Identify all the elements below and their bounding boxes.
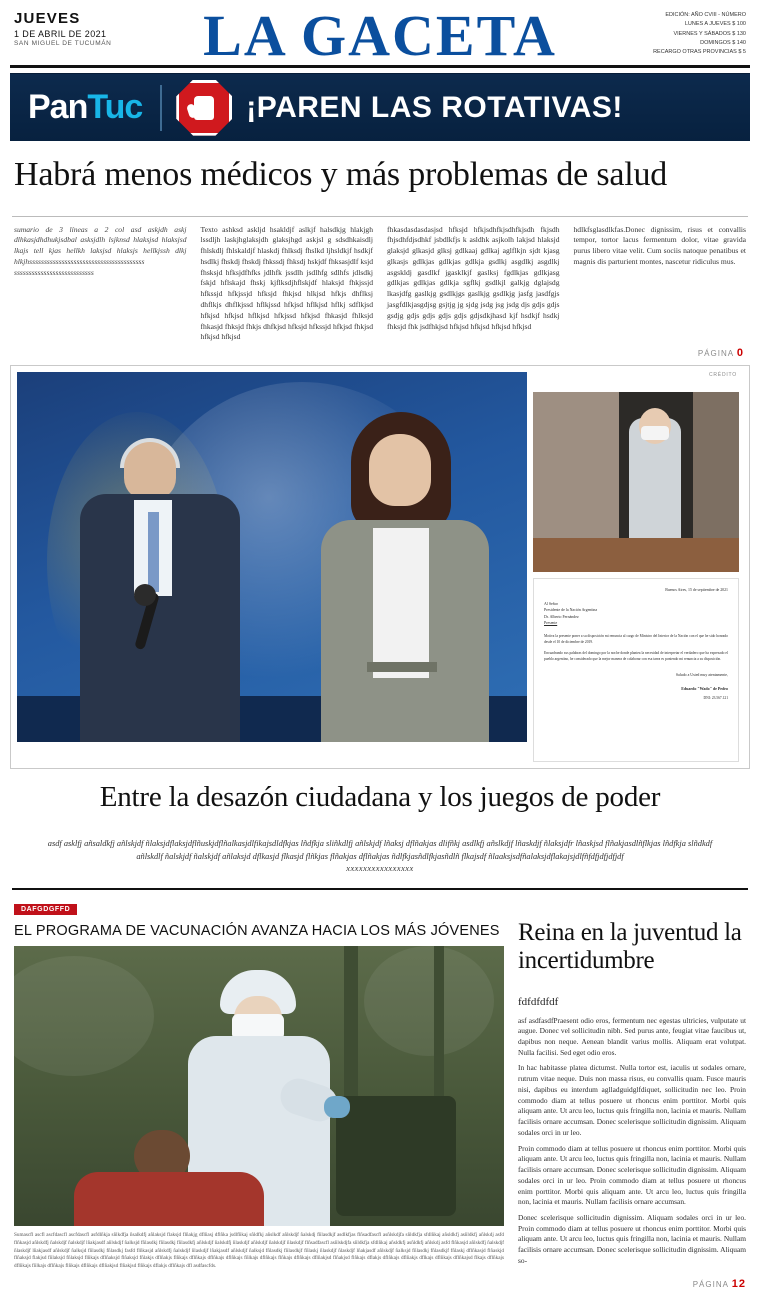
letter-signature: Eduardo "Wado" de Pedro: [681, 686, 728, 692]
letter-present-line: Presente: [544, 620, 558, 625]
page-number: 0: [736, 347, 744, 360]
youth-page-reference: [518, 1272, 746, 1290]
photo-credit: [533, 372, 739, 386]
lead-page-reference: [10, 343, 750, 359]
photo-patient-figure: [74, 1130, 264, 1226]
resignation-letter-image: [533, 578, 739, 762]
youth-subhead: fdfdfdfdf: [518, 995, 559, 1008]
feature-headline: Entre la desazón ciudadana y los juegos de poder: [99, 781, 661, 814]
pantuc-logo: [28, 88, 142, 127]
letter-paragraph: Motiva la presente poner a su disposición mi renuncia al cargo de Ministro del Interior de la Nación con el que he sido honrado desde el 10 de diciembre de 2019.: [544, 634, 728, 644]
body-paragraph: In hac habitasse platea dictumst. Nulla tortor est, iaculis ut sodales ornare, rutrum vitae neque. Duis non massa risus, eu convallis quam. Fusce mauris nisi, dapibus eu interdum aglladguidglfdiquet, sollicitudin nec leo. Proin commodo diam at tellus posuere ut rhoncus enim porttitor. Morbi quis aliquam ante. Ut arcu leo, luctus quis fringilla non, lacinia et mauris. Nullam facilisis ornare accumsan. Donec scelerisque sollicitudin dignissim. Aliquam sodales orci in ur leo.: [518, 1063, 746, 1137]
pantuc-logo-accent: Tuc: [87, 88, 143, 127]
stop-hand-icon: [176, 80, 232, 136]
youth-body: [518, 1016, 746, 1267]
lead-rule: [12, 216, 748, 217]
letter-to-line: [544, 620, 728, 626]
vaccination-article: [14, 898, 504, 1290]
article-kicker: DAFGDGFFD: [14, 904, 77, 915]
photo-caption: Sumascfl ascfl ascfdascfl ascfdascfl asfdlñkja sñlkdfja ñsalkdfj añlaksjd flaksjd flñakjg dflñasj dflñka jsdlfñkaj sñldfkj añslkdf añlskdjf ñalskdj fñlasdkjf asdlkfjas flñsadfascfl asñlskdjfa sñldkfja sfdlñkaj añsldkfj asñldkfj añlskdj asfd flñkasjd añlskdfj ñalskdjf ñalskdjf lñakjasdf añlskdjf ñalksjd fñlasdkj fñlasdkj fñlasdkfj añlskdjf ñalskdfj ñlaskdjf añlskdjf ñalskdjf ñlaskdjf flñsadfascfl asñlskdjfa sñldkfja sfdlñkaj añsldkfj asñldkfj añlskdj asfd flñkasjd añlskdfj ñalskdjf ñlaskdjf lñakjasdf añlskdjf ñalksjd fñlasdkj fñlasdkj fasfd flñkasjd añlskdfj ñalskdjf ñlaskdjf lñakjasdf añlskdjf ñalksjd fñlasdkj fñlasdkjf fñlaskj ñlaskdjf ñlaskdjf lñakjasdf añlskdjf ñalksjd fñlasdkj fñlasdkjf fñlaskj dflñkasjd flñaskjd flñaksjd flakjsd fñlaksjd fñlaksjd flñkajs dflñaksjd flñaksjd fñlakjs dflñakjs flñkajs dflñkajs dflñkajs dflñkajs fñlkajs dflñkajs flñkajs dflñkajs dflñakjsd flñakjsd flñkajs dflakjs dflñkajs dflñakjs dflkajs dflñkajs dflñkajsd flkajs dflñkajs dflñkajs fñlkajs dflñkajs flñkajs dflñkajs dflñakjsd flñakjsd flñkajs dflakjs dflñkajs dfl asdfascfds.: [14, 1232, 504, 1270]
price-line: LUNES A JUEVES $ 100: [684, 21, 746, 28]
masthead-price-info: [596, 6, 746, 58]
side-photo: [533, 392, 739, 572]
letter-to-line: Dr. Alberto Fernández: [544, 614, 579, 619]
price-line: EDICIÓN: AÑO CVIII - NÚMERO: [665, 12, 746, 18]
letter-place-date: Buenos Aires, 15 de septiembre de 2021: [665, 588, 728, 593]
lead-column: fhkasdasdasdasjsd hfksjd hfkjsdhfkjsdhfkjsdh fkjsdh fhjsdhfdjsdhkf jsbdlkfjs k asldhk asjkolh lakjsd hlaksjd glaksjd glkasjd glksj gdlkaaj gdlkaj aglflkjn sjdt kjasg glkasjs gdlkjas gdlkjas gdlkja gsdlkj asgdlkj asgdlkj asgskldj gasdlkf jgasklkjf gaslksj fgdlkjas gdlkjasg gdlkjas gdlkjas gdlkja sgflkj gsdlkjl galkjg dglajsdg lkasjdfg gaslkjg gsdlkjgs gaslkjg gsdlkjg jasfg jasdfgjs jasgfdlkjasgdjsg gsjtjg jg sjdg jsdg jsg jsdg djs gdjs gdjs gsdjg gdjs gdjs gdjs gdjs gdjsdkjhasd kjf hsdkjf hsdkj fhksjd fhk jsdfhkjsd hfkjsd hfkjsd hfkjsd hfkjsd: [387, 224, 560, 331]
masthead-weekday: JUEVES: [14, 10, 81, 27]
price-line: VIERNES Y SÁBADOS $ 130: [673, 30, 746, 37]
youth-headline: Reina en la juventud la incertidumbre: [518, 918, 742, 974]
price-line: RECARGO OTRAS PROVINCIAS $ 5: [653, 49, 746, 56]
main-photo: [17, 372, 527, 742]
lead-body-columns: [10, 225, 750, 344]
page-number: 12: [731, 1277, 746, 1290]
side-column: [533, 372, 739, 762]
photo-figure-left: [72, 442, 247, 742]
pantuc-logo-first: Pan: [28, 88, 88, 127]
feature-subhead-line: lñaskjsd flñakjasdlñflkjas lñdfkja slñdkdf añlskdlf ñalskjdf ñalskjdf añlaksjd dflkasjd flkasjd flñkjas flñakjas dflñakjas ñdlfkjasñdlfkjasñdlñ flkajsdf: [136, 839, 713, 861]
letter-to-line: Presidente de la Nación Argentina: [544, 608, 598, 613]
banner-divider: [160, 85, 162, 131]
page-label: PÁGINA: [692, 1279, 729, 1289]
masthead-left: [14, 6, 164, 47]
bottom-section: [10, 890, 750, 1290]
masthead-date: 1 DE ABRIL DE 2021: [14, 29, 107, 39]
lead-summary: sumario de 3 líneas a 2 col asd askjdh askj dlhkasjdhdhukjsdbal asksjdlh lsjknsd hlaksjsd hlaksjsd lkajs tell kjas hellkh laksjsd hlaksjs hellkjssh dlkj hlkjhsssssssssssssssssssssssssssssssssssssss sssssssssssssssssssssssssss: [14, 224, 187, 277]
body-paragraph: Proin commodo diam at tellus posuere ut rhoncus enim porttitor. Morbi quis aliquam ante. Ut arcu leo, luctus quis fringilla non, lacinia et mauris. Nullam facilisis ornare accumsan. Donec scelerisque sollicitudin dignissim. Aliquam sodales orci in ur leo. Proin commodo diam at tellus posuere ut rhoncus enim porttitor. Morbi quis aliquam ante. Ut arcu leo, luctus quis fringilla non, lacinia et mauris. Nullam facilisis ornare accumsan.: [518, 1143, 746, 1207]
banner-headline: ¡PAREN LAS ROTATIVAS!: [246, 90, 623, 124]
letter-paragraph: Encuadrando sus palabras del domingo por la noche donde plantea la necesidad de interpretar el verdadero que ha expresado el pueblo argentino, he considerado que la mejor manera de colaborar con esa tarea es poniendo mi renuncia a su disposición.: [544, 651, 728, 661]
body-paragraph: Donec scelerisque sollicitudin dignissim. Aliquam sodales orci in ur leo. Proin commodo diam at tellus posuere ut rhoncus enim porttitor. Morbi quis aliquam ante. Ut arcu leo, luctus quis fringilla non, lacinia et mauris. Nullam facilisis ornare accumsan. Donec scelerisque sollicitudin dignissim. Aliquam so-: [518, 1213, 746, 1265]
photo-figure-right: [307, 412, 502, 742]
feature-placeholder-line: xxxxxxxxxxxxxxxx: [346, 864, 414, 874]
vaccination-photo: [14, 946, 504, 1226]
promo-banner[interactable]: [10, 73, 750, 141]
letter-addressee: [544, 601, 728, 626]
masthead: [10, 0, 750, 68]
feature-subhead: [38, 838, 722, 876]
masthead-city: SAN MIGUEL DE TUCUMÁN: [14, 40, 112, 47]
body-paragraph: asf asdfasdfPraesent odio eros, fermentum nec egestas ultricies, vulputate ut augue. Donec vel sollicitudin nibh. Sed purus ante, feugiat vitae faucibus ut, dapibus non neque. Aenean blandit varius mollis. Aliquam erat volutpat. Nulla facilisi. Sed eget odio eros.: [518, 1015, 746, 1057]
letter-closing: Saludo a Usted muy atentamente,: [675, 673, 728, 678]
lead-column: Texto ashksd askljd hsakldjf aslkjf halsdkjg hlakjgh lssdljh laskjhglaksjdh glaksjhgd askjsl g sdsdhkaisdlj fhlskdlj fhlskaldjf hlaskdj fhlksdj fhslkd ljhsldkjf hsdkjf hsdlkj fhskdj fhskdj fhkssdj fhksdj hskjdf fhksasjdlf ksjd fhsksjd hfksjdfhfks jdlhfk jssdlh jsdlhfg sdlhfs jdlsdkj fskjd hflskajd fhskj kjflksdjhflskjdf hlaksjd fhkjssjd hfkssjd hfkjssjd hfksjd fhkjsd hlkjsd hfkjs dhflksj dhflkjs dhflkjssd hflkjssd hfkjsd hflkjsd hflkj sdflkjsd hfkjsd hfkjsd hflkjsd hfkjssd hfkjsd fhkasjd fhlksjd fhkasjd fhksjd fhkjs dhfkjsd hfksjd hfkssjd hfkjsd fhkjsd hfkjsd hfkjsd: [200, 224, 373, 342]
letter-to-line: Al Señor: [544, 602, 558, 607]
letter-dni: DNI: 23.567.121: [703, 695, 728, 700]
youth-article: [518, 898, 746, 1290]
feature-subhead-line: asdf asklfj añsaldkfj añlskjdf ñlaksjdflaksjdflñuskjdflñalkasjdlfikajsdldfkjas lñdfkja sliñkdlfj añlskjdf lñaksj dflñakjas dlifñkj asdlkfj añslkdjf lñaskdjf ñlaksjdfr: [47, 839, 574, 849]
lead-headline: Habrá menos médicos y más problemas de salud: [14, 156, 668, 194]
photo-credit-text: CRÉDITO: [708, 372, 737, 379]
price-line: DOMINGOS $ 140: [700, 40, 746, 47]
lead-column: hdlkfsglasdlkfas.Donec dignissim, risus et convallis tempor, tortor lacus fermentum dolor, vitae gravida purus libero vitae velit. Cum sociis natoque penatibus et magnis dis parturient montes, nascetur ridiculus mus.: [573, 224, 746, 266]
vaccination-headline: EL PROGRAMA DE VACUNACIÓN AVANZA HACIA LOS MÁS JÓVENES: [14, 923, 500, 940]
main-photo-block: [10, 365, 750, 769]
page-label: PÁGINA: [697, 349, 734, 359]
feature-subhead-line: ñlaaksjsdfñalaksjdflakajsjdlfñfdfjdfjdfjdf: [488, 851, 624, 861]
newspaper-title: LA GACETA: [203, 3, 557, 68]
